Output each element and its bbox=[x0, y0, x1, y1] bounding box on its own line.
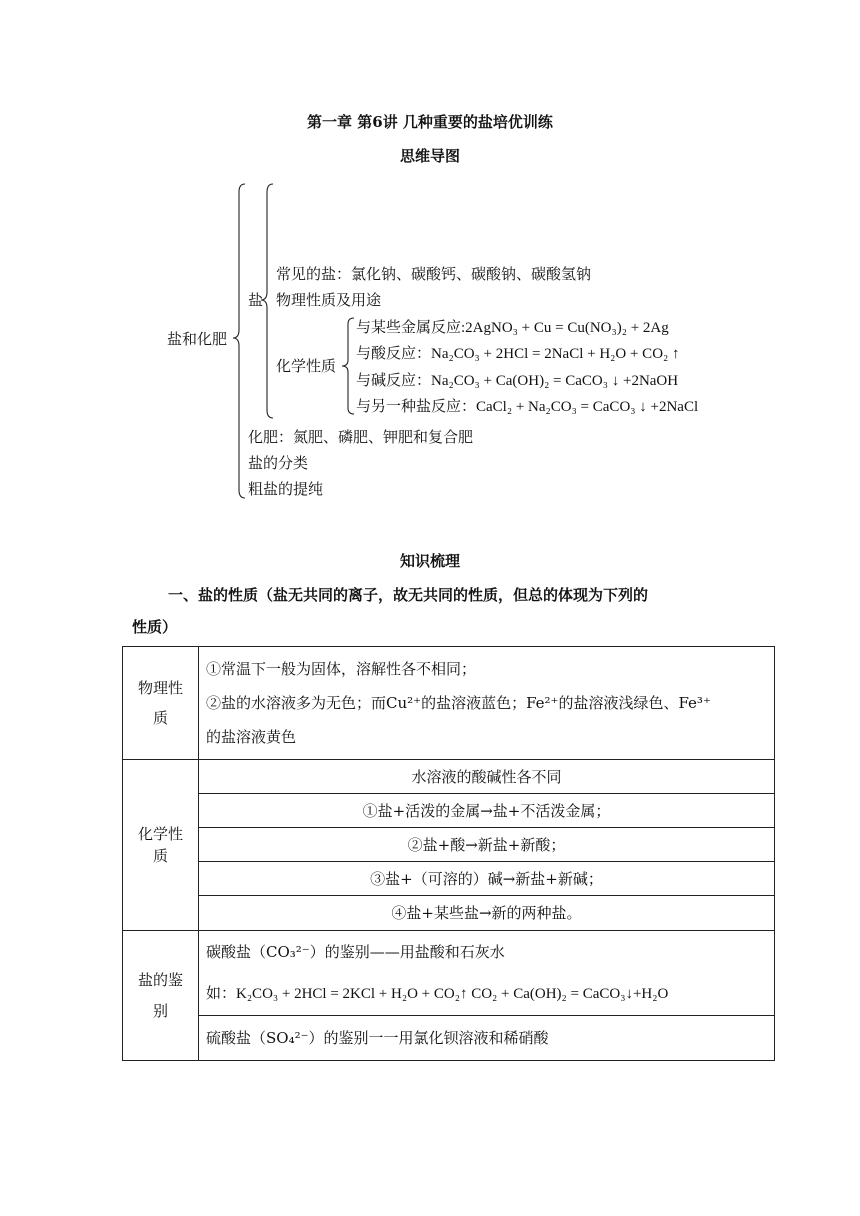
chemical-row-3: ③盐+（可溶的）碱→新盐+新碱； bbox=[199, 862, 775, 896]
mindmap-common-salts: 常见的盐：氯化钠、碳酸钙、碳酸钠、碳酸氢钠 bbox=[276, 265, 592, 283]
table-row bbox=[123, 828, 775, 862]
chemical-row-2: ②盐+酸→新盐+新酸； bbox=[199, 828, 775, 862]
sulfate-line: 硫酸盐（SO₄²⁻）的鉴别一一用氯化钡溶液和稀硝酸 bbox=[199, 1016, 775, 1061]
table-row bbox=[123, 896, 775, 931]
table-row bbox=[123, 931, 775, 1016]
chemical-row-1: ①盐+活泼的金属→盐+不活泼金属； bbox=[199, 794, 775, 828]
mindmap-chemical: 化学性质 bbox=[276, 357, 337, 375]
mindmap-subtitle: 思维导图 bbox=[399, 147, 460, 165]
carbonate-line: 碳酸盐（CO₃²⁻）的鉴别——用盐酸和石灰水 bbox=[206, 943, 505, 961]
mindmap-classification: 盐的分类 bbox=[248, 454, 309, 472]
section-title: 知识梳理 bbox=[399, 552, 460, 570]
section-heading-line2: 性质） bbox=[132, 618, 178, 636]
reaction-salt: 与另一种盐反应：CaCl₂ + Na₂CO₃ = CaCO₃ ↓ +2NaCl bbox=[356, 399, 699, 415]
table-row bbox=[123, 862, 775, 896]
table-row bbox=[123, 1016, 775, 1061]
chemical-row-0: 水溶液的酸碱性各不同 bbox=[199, 760, 775, 794]
table-row bbox=[123, 794, 775, 828]
physical-line-2: ②盐的水溶液多为无色；而Cu²⁺的盐溶液蓝色；Fe²⁺的盐溶液浅绿色、Fe³⁺ bbox=[206, 694, 711, 712]
mind-map bbox=[0, 0, 860, 520]
physical-cell bbox=[199, 647, 775, 760]
carbonate-example: 如：K₂CO₃ + 2HCl = 2KCl + H₂O + CO₂↑ CO₂ + Ca(OH)₂ = CaCO₃↓+H₂O bbox=[206, 986, 669, 1002]
carbonate-cell bbox=[199, 931, 775, 1016]
page-title: 第一章 第6讲 几种重要的盐培优训练 bbox=[307, 113, 553, 131]
section-heading-line1: 一、盐的性质（盐无共同的离子，故无共同的性质，但总的体现为下列的 bbox=[168, 586, 649, 604]
mindmap-fertilizer: 化肥：氮肥、磷肥、钾肥和复合肥 bbox=[248, 428, 474, 446]
physical-line-3: 的盐溶液黄色 bbox=[206, 728, 297, 746]
mindmap-physical: 物理性质及用途 bbox=[276, 291, 382, 309]
chemical-label: 化学性质 bbox=[123, 760, 199, 931]
physical-label: 物理性质 bbox=[123, 647, 199, 760]
identify-label: 盐的鉴别 bbox=[123, 931, 199, 1061]
reaction-base: 与碱反应：Na₂CO₃ + Ca(OH)₂ = CaCO₃ ↓ +2NaOH bbox=[356, 373, 679, 389]
mindmap-salt: 盐 bbox=[248, 291, 264, 309]
mindmap-purification: 粗盐的提纯 bbox=[248, 480, 324, 498]
reaction-acid: 与酸反应：Na₂CO₃ + 2HCl = 2NaCl + H₂O + CO₂ ↑ bbox=[356, 346, 680, 362]
mindmap-root: 盐和化肥 bbox=[167, 330, 228, 348]
reaction-metal: 与某些金属反应:2AgNO₃ + Cu = Cu(NO₃)₂ + 2Ag bbox=[356, 320, 669, 336]
salt-properties-table bbox=[122, 646, 775, 1061]
chem-brace bbox=[342, 318, 354, 414]
table-row bbox=[123, 647, 775, 760]
table-row bbox=[123, 760, 775, 794]
chemical-row-4: ④盐+某些盐→新的两种盐。 bbox=[199, 896, 775, 931]
outer-brace bbox=[233, 184, 245, 498]
physical-line-1: ①常温下一般为固体，溶解性各不相同； bbox=[206, 660, 477, 678]
